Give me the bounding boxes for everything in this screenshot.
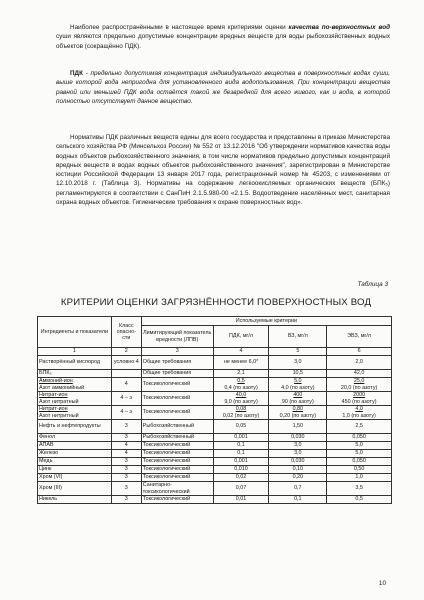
table-row <box>38 406 392 420</box>
pdk-cell-value: 0,08 <box>235 406 247 413</box>
evz-cell-value: 3,5 <box>355 485 363 492</box>
vz-cell-value: 0,20 <box>292 474 304 481</box>
pdk-cell-value: 0,1 <box>237 442 245 449</box>
ingredient-cell <box>38 356 112 370</box>
evz-cell-value: 5,0 <box>355 442 363 449</box>
ingredient-cell <box>38 482 112 496</box>
vz-cell-value: 1,50 <box>292 423 304 430</box>
ingredient-cell <box>38 450 112 458</box>
evz-cell-value: 42,0 <box>353 370 365 377</box>
evz-cell-secondary-value: 450 (по азоту) <box>341 398 377 405</box>
table-row <box>38 466 392 474</box>
pdk-cell-secondary-value: 0,4 (по азоту) <box>224 384 258 391</box>
hazard-class-cell-value: 3 <box>124 458 128 465</box>
hazard-class-cell <box>111 450 141 458</box>
limiting-cell <box>141 378 213 392</box>
pdk-cell-value: 0,5 <box>237 378 245 385</box>
limiting-cell <box>141 356 213 370</box>
pdk-cell <box>213 496 269 504</box>
ingredient-cell-value: Цинк <box>39 466 52 473</box>
table-row <box>38 482 392 496</box>
vz-cell <box>269 420 327 434</box>
hazard-class-cell <box>111 442 141 450</box>
hazard-class-cell-value: 3 <box>124 423 128 430</box>
ingredient-cell <box>38 442 112 450</box>
ingredient-cell-value: Нитрит-ион <box>39 406 68 413</box>
evz-cell-value: 0,050 <box>352 458 366 465</box>
table-row <box>38 356 392 370</box>
vz-cell <box>269 458 327 466</box>
vz-cell-value: 3,0 <box>294 442 302 449</box>
hazard-class-cell-value: 4 <box>124 450 128 457</box>
column-number: 2 <box>111 348 141 356</box>
hazard-class-cell <box>111 406 141 420</box>
limiting-cell <box>141 442 213 450</box>
hazard-class-cell-value: 3 <box>124 466 128 473</box>
limiting-cell-value: Общие требования <box>142 370 192 377</box>
pdk-cell-value: 0,010 <box>234 466 248 473</box>
vz-cell <box>269 496 327 504</box>
hazard-class-cell-value: 3 <box>124 434 128 441</box>
hazard-class-cell-value: 3 <box>124 474 128 481</box>
limiting-cell <box>141 450 213 458</box>
paragraph-pdk-regulation: Нормативы ПДК различных веществ едины для всего государства и представлены в приказе Министерства сельского хозяйства РФ (Минсельхоз России) № 552 от 13.12.2016 "Об утверждении нормативов качества воды водных объектов рыбохозяйственного значения, в том числе нормативов предельно допустимых концентраций вредных веществ в водах водных объектов рыбохозяйственного значения", зарегистрирован в Министерстве юстиции Российской Федерации 13 января 2017 года, регистрационный номер № 45203, с изменениями от 12.10.2018 г. (Таблица 3). Нормативы на содержание легкоокисляемых органических веществ (БПК₅) регламентируются в соответствии с СанПиН 2.1.5.980-00 «2.1.5. Водоотведение населённых мест, санитарная охрана водных объектов. Гигиенические требования к охране поверхностных вод». <box>56 134 390 207</box>
ingredient-cell-secondary-value: Азот нитратный <box>39 398 79 405</box>
table-row <box>38 370 392 378</box>
pdk-cell <box>213 420 269 434</box>
vz-cell <box>269 466 327 474</box>
limiting-cell-value: Рыбохозяйственный <box>142 434 195 441</box>
limiting-cell <box>141 434 213 442</box>
limiting-cell-value: Токсикологический <box>142 409 191 416</box>
header-evz: ЭВЗ, мг/л <box>327 326 392 348</box>
ingredient-cell-value: Фенол <box>39 434 56 441</box>
header-criteria: Используемые критерии <box>141 317 391 326</box>
limiting-cell <box>141 420 213 434</box>
pdk-cell <box>213 442 269 450</box>
pdk-cell-value: 0,01 <box>235 496 247 503</box>
limiting-cell-value: Рыбохозяйственный <box>142 423 195 430</box>
table-row <box>38 458 392 466</box>
paragraph-quality-criteria <box>56 23 390 51</box>
ingredient-cell <box>38 496 112 504</box>
table-row <box>38 434 392 442</box>
table-header-row <box>38 317 392 326</box>
vz-cell-value: 0,1 <box>294 496 302 503</box>
hazard-class-cell <box>111 356 141 370</box>
pdk-cell-secondary-value: 9,0 (по азоту) <box>224 398 258 405</box>
column-number: 5 <box>269 348 327 356</box>
evz-cell <box>327 474 392 482</box>
hazard-class-cell <box>111 496 141 504</box>
limiting-cell <box>141 474 213 482</box>
evz-cell <box>327 434 392 442</box>
table-row <box>38 378 392 392</box>
ingredient-cell-value: Нитрат-ион <box>39 392 68 399</box>
evz-cell <box>327 442 392 450</box>
ingredient-cell-value: Медь <box>39 458 53 465</box>
pdk-cell-value: 40,0 <box>235 392 247 399</box>
vz-cell-value: 0,80 <box>292 406 304 413</box>
ingredient-cell <box>38 466 112 474</box>
limiting-cell-value: Общие требования <box>142 359 192 366</box>
header-limiting: Лимитирующий показатель вредности (ЛПВ) <box>141 326 213 348</box>
table-row <box>38 420 392 434</box>
limiting-cell <box>141 496 213 504</box>
paragraph-text: Наиболее распространёнными в настоящее время критериями оценки <box>70 24 289 31</box>
vz-cell-value: 5,0 <box>294 378 302 385</box>
vz-cell <box>269 474 327 482</box>
hazard-class-cell <box>111 370 141 378</box>
limiting-cell <box>141 458 213 466</box>
evz-cell <box>327 450 392 458</box>
pdk-cell <box>213 370 269 378</box>
evz-cell-value: 5,0 <box>355 450 363 457</box>
pdk-cell <box>213 482 269 496</box>
pdk-cell-value: не менее 6,0* <box>223 359 259 366</box>
ingredient-cell-value: АПАВ <box>39 442 54 449</box>
pdk-cell-value: 0,07 <box>235 485 247 492</box>
criteria-table <box>37 316 392 504</box>
header-ingredients: Ингредиенты и показатели <box>38 317 112 348</box>
pdk-cell-value: 0,1 <box>237 450 245 457</box>
pdk-cell-value: 0,001 <box>234 458 248 465</box>
hazard-class-cell <box>111 466 141 474</box>
vz-cell-value: 400 <box>293 392 303 399</box>
vz-cell <box>269 450 327 458</box>
table-heading: КРИТЕРИИ ОЦЕНКИ ЗАГРЯЗНЁННОСТИ ПОВЕРХНОСТНЫХ ВОД <box>60 297 372 308</box>
evz-cell-value: 2,5 <box>355 423 363 430</box>
paragraph-text: суши являются предельно допустимые концентрации вредных веществ для воды рыбохозяйственных водных объектов (сокращённо ПДК). <box>56 33 390 50</box>
pdk-cell <box>213 406 269 420</box>
vz-cell-value: 0,030 <box>291 458 305 465</box>
limiting-cell <box>141 482 213 496</box>
evz-cell-value: 4,0 <box>355 406 363 413</box>
column-number: 1 <box>38 348 112 356</box>
limiting-cell <box>141 406 213 420</box>
limiting-cell-value: Токсикологический <box>142 458 191 465</box>
hazard-class-cell <box>111 482 141 496</box>
evz-cell <box>327 370 392 378</box>
pdk-cell <box>213 356 269 370</box>
evz-cell-value: 0,050 <box>352 434 366 441</box>
pdk-cell-value: 0,05 <box>235 423 247 430</box>
hazard-class-cell-value: 4 – э <box>120 395 133 402</box>
hazard-class-cell-value: 4 <box>124 381 128 388</box>
ingredient-cell-secondary-value: Азот аммонийный <box>39 384 85 391</box>
pdk-cell <box>213 434 269 442</box>
evz-cell-value: 0,5 <box>355 496 363 503</box>
ingredient-cell <box>38 370 112 378</box>
pdk-cell-value: 0,02 <box>235 474 247 481</box>
vz-cell-value: 10,5 <box>292 370 304 377</box>
evz-cell <box>327 466 392 474</box>
pdk-cell <box>213 458 269 466</box>
evz-cell-value: 2,0 <box>355 359 363 366</box>
table-reference: Таблица 3 <box>357 281 388 288</box>
ingredient-cell-value: Растворённый кислород <box>39 359 101 366</box>
table-row <box>38 496 392 504</box>
limiting-cell-value: Токсикологический <box>142 496 191 503</box>
table-row <box>38 442 392 450</box>
limiting-cell-value: Токсикологический <box>142 381 191 388</box>
emphasis-surface-water-quality: качества по-верхностных вод <box>288 24 390 31</box>
column-number: 4 <box>213 348 269 356</box>
evz-cell <box>327 482 392 496</box>
vz-cell-value: 0,10 <box>292 466 304 473</box>
ingredient-cell <box>38 474 112 482</box>
vz-cell-value: 0,7 <box>294 485 302 492</box>
vz-cell <box>269 392 327 406</box>
evz-cell <box>327 420 392 434</box>
hazard-class-cell <box>111 474 141 482</box>
ingredient-cell-value: Хром (VI) <box>39 474 63 481</box>
limiting-cell-value: Токсикологический <box>142 450 191 457</box>
ingredient-cell-value: Железо <box>39 450 59 457</box>
limiting-cell-value: Токсикологический <box>142 466 191 473</box>
vz-cell-value: 3,0 <box>294 359 302 366</box>
hazard-class-cell-value: 3 <box>124 496 128 503</box>
ingredient-cell-value: Аммоний-ион <box>39 378 73 385</box>
header-pdk: ПДК, мг/л <box>213 326 269 348</box>
evz-cell-secondary-value: 20,0 (по азоту) <box>340 384 378 391</box>
hazard-class-cell-value: 4 – э <box>120 409 133 416</box>
limiting-cell-value: Токсикологический <box>142 395 191 402</box>
evz-cell <box>327 406 392 420</box>
evz-cell-value: 2000 <box>353 392 366 399</box>
pdk-cell <box>213 474 269 482</box>
limiting-cell <box>141 466 213 474</box>
hazard-class-cell <box>111 458 141 466</box>
evz-cell <box>327 392 392 406</box>
evz-cell <box>327 496 392 504</box>
evz-cell <box>327 356 392 370</box>
term-pdk: ПДК <box>70 70 83 77</box>
table-row <box>38 392 392 406</box>
ingredient-cell-secondary-value: Азот нитритный <box>39 412 79 419</box>
vz-cell-value: 0,030 <box>291 434 305 441</box>
ingredient-cell <box>38 434 112 442</box>
limiting-cell-value: Токсикологический <box>142 474 191 481</box>
vz-cell <box>269 356 327 370</box>
header-hazard-class: Класс опасно-сти <box>111 317 141 348</box>
pdk-cell <box>213 450 269 458</box>
evz-cell-secondary-value: 1,0 (по азоту) <box>342 412 376 419</box>
pdk-cell-secondary-value: 0,02 (по азоту) <box>222 412 260 419</box>
pdk-cell-value: 0,001 <box>234 434 248 441</box>
pdk-cell <box>213 392 269 406</box>
evz-cell-value: 25,0 <box>353 378 365 385</box>
vz-cell-secondary-value: 4,0 (по азоту) <box>281 384 315 391</box>
ingredient-cell <box>38 458 112 466</box>
vz-cell-value: 3,0 <box>294 450 302 457</box>
hazard-class-cell <box>111 392 141 406</box>
table-row <box>38 450 392 458</box>
pdk-cell <box>213 378 269 392</box>
ingredient-cell-value: Никель <box>39 496 58 503</box>
vz-cell <box>269 482 327 496</box>
paragraph-pdk-definition <box>56 69 390 106</box>
vz-cell <box>269 370 327 378</box>
evz-cell <box>327 378 392 392</box>
ingredient-cell <box>38 392 112 406</box>
hazard-class-cell <box>111 378 141 392</box>
hazard-class-cell-value: 4 <box>124 442 128 449</box>
ingredient-cell-value: Нефть и нефтепродукты <box>39 423 101 430</box>
header-vz: ВЗ, мг/л <box>269 326 327 348</box>
limiting-cell <box>141 370 213 378</box>
vz-cell <box>269 406 327 420</box>
vz-cell-secondary-value: 0,20 (по азоту) <box>279 412 317 419</box>
evz-cell-value: 1,0 <box>355 474 363 481</box>
ingredient-cell <box>38 378 112 392</box>
vz-cell <box>269 434 327 442</box>
ingredient-cell <box>38 420 112 434</box>
pdk-cell <box>213 466 269 474</box>
definition-text: - предельно допустимая концентрация индивидуального вещества в поверхностных водах суши, выше которой вода непригодна для установленного вида водопользования. При концентрации вещества равной или меньшей ПДК вода остаётся такой же безвредной для всего живого, как и вода, в которой полностью отсутствует данное вещество. <box>56 70 390 105</box>
evz-cell <box>327 458 392 466</box>
vz-cell <box>269 442 327 450</box>
pdk-cell-value: 2,1 <box>237 370 245 377</box>
limiting-cell-value: Токсикологический <box>142 442 191 449</box>
vz-cell <box>269 378 327 392</box>
limiting-cell-value: Санитарно-токсикологический <box>142 482 190 495</box>
page-number: 10 <box>378 580 386 587</box>
limiting-cell <box>141 392 213 406</box>
table-body <box>38 356 392 504</box>
ingredient-cell-value: БПК₅ <box>39 370 52 377</box>
hazard-class-cell-value: условно 4 <box>113 359 139 366</box>
column-number: 3 <box>141 348 213 356</box>
table-column-numbers <box>38 348 392 356</box>
column-number: 6 <box>327 348 392 356</box>
table-row <box>38 474 392 482</box>
ingredient-cell-value: Хром (III) <box>39 485 62 492</box>
evz-cell-value: 0,50 <box>353 466 365 473</box>
ingredient-cell <box>38 406 112 420</box>
vz-cell-secondary-value: 90 (по азоту) <box>281 398 314 405</box>
hazard-class-cell <box>111 434 141 442</box>
hazard-class-cell <box>111 420 141 434</box>
hazard-class-cell-value: 3 <box>124 485 128 492</box>
